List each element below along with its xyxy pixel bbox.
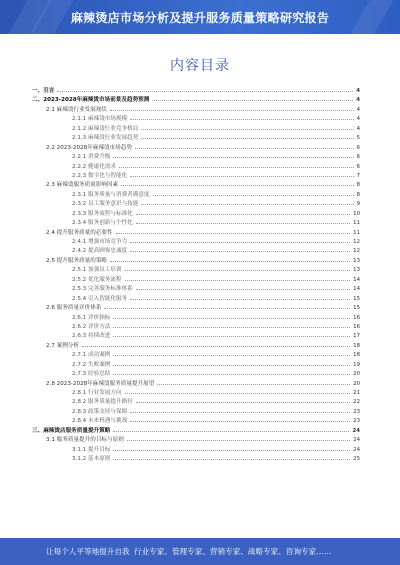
toc-leader-dots xyxy=(110,105,354,111)
toc-entry-title: 2.6.2 评价方法 xyxy=(72,323,111,330)
toc-entry-title: 二、2023-2028年麻辣烫市场前景及趋势预测 xyxy=(32,97,150,104)
toc-entry-page: 4 xyxy=(356,88,360,94)
toc-leader-dots xyxy=(104,303,350,309)
toc-entry-title: 2.1.1 麻辣烫市场规模 xyxy=(72,116,128,123)
toc-leader-dots xyxy=(130,294,350,300)
toc-entry-page: 19 xyxy=(353,361,360,368)
toc-entry-page: 18 xyxy=(353,352,360,359)
toc-entry-page: 17 xyxy=(353,333,360,340)
footer-experts: 行业专家、管理专家、营销专家、战略专家、咨询专家…… xyxy=(134,547,332,556)
toc-entry-page: 15 xyxy=(353,305,360,312)
toc-entry-page: 18 xyxy=(353,342,360,349)
toc-entry[interactable] xyxy=(32,162,360,171)
toc-entry-page: 6 xyxy=(356,144,360,151)
toc-entry[interactable] xyxy=(32,256,360,265)
toc-leader-dots xyxy=(130,114,353,120)
toc-entry[interactable] xyxy=(32,407,360,416)
toc-entry[interactable] xyxy=(32,294,360,303)
toc-entry[interactable] xyxy=(32,379,360,388)
toc-entry-title: 2.3.2 员工服务意识与技能 xyxy=(72,201,139,208)
toc-entry-page: 8 xyxy=(356,182,360,189)
toc-entry-title: 2.7 案例分析 xyxy=(46,342,80,349)
toc-entry-page: 9 xyxy=(356,201,360,208)
toc-entry[interactable] xyxy=(32,397,360,406)
toc-entry-page: 12 xyxy=(353,248,360,255)
toc-entry-page: 12 xyxy=(353,239,360,245)
toc-entry-title: 2.1.3 麻辣烫行业发展趋势 xyxy=(72,135,139,142)
toc-leader-dots xyxy=(110,256,350,262)
toc-entry-page: 25 xyxy=(353,456,360,463)
toc-leader-dots xyxy=(113,454,350,460)
toc-entry-page: 4 xyxy=(356,106,360,113)
footer-slogan: 让每个人平等地提升自我 xyxy=(46,547,130,556)
toc-entry[interactable] xyxy=(32,284,360,293)
toc-entry-title: 2.5.2 优化服务流程 xyxy=(72,276,122,283)
toc-entry-title: 2.8.1 行业发展方向 xyxy=(72,390,122,396)
report-title: 麻辣烫店市场分析及提升服务质量策略研究报告 xyxy=(70,11,330,25)
toc-leader-dots xyxy=(125,275,351,281)
toc-entry[interactable] xyxy=(32,369,360,378)
toc-entry[interactable] xyxy=(32,199,360,208)
toc-entry-page: 20 xyxy=(353,380,360,387)
toc-entry[interactable] xyxy=(32,275,360,284)
toc-entry-title: 2.2.3 数字化与智能化 xyxy=(72,172,128,179)
toc-entry[interactable] xyxy=(32,331,360,340)
toc-leader-dots xyxy=(113,331,350,337)
toc-leader-dots xyxy=(130,171,353,177)
toc-entry-page: 24 xyxy=(352,427,360,434)
toc-leader-dots xyxy=(135,143,354,149)
toc-entry-title: 2.8.3 政策支持与保障 xyxy=(72,408,128,415)
toc-entry-title: 2.3 麻辣烫服务质量影响因素 xyxy=(46,182,119,189)
toc-entry-page: 6 xyxy=(356,163,360,170)
toc-entry-title: 三、麻辣烫店服务质量提升策略 xyxy=(32,427,111,434)
toc-entry-title: 2.4.1 增强市场竞争力 xyxy=(72,239,128,245)
table-of-contents xyxy=(32,86,360,464)
toc-entry-title: 2.2.1 消费升级 xyxy=(72,154,111,161)
toc-entry-title: 2.6 服务质量评价体系 xyxy=(46,305,102,312)
toc-entry[interactable] xyxy=(32,350,360,359)
toc-leader-dots xyxy=(141,199,353,205)
toc-leader-dots xyxy=(130,407,350,413)
toc-entry-page: 16 xyxy=(353,314,360,321)
toc-entry-title: 2.5.3 完善服务标准体系 xyxy=(72,286,133,293)
toc-leader-dots xyxy=(121,180,353,186)
toc-entry-title: 一、引言 xyxy=(32,88,55,94)
toc-leader-dots xyxy=(113,369,350,375)
toc-entry-page: 16 xyxy=(353,323,360,330)
toc-leader-dots xyxy=(136,209,350,215)
toc-entry-title: 2.5.1 加强员工培训 xyxy=(72,267,122,274)
toc-leader-dots xyxy=(119,162,354,168)
toc-leader-dots xyxy=(125,388,351,394)
toc-leader-dots xyxy=(116,228,351,234)
toc-entry[interactable] xyxy=(32,388,360,397)
toc-entry[interactable] xyxy=(32,171,360,180)
toc-entry-title: 2.3.1 服务质量与消费者满意度 xyxy=(72,191,150,198)
toc-entry-page: 24 xyxy=(353,437,360,444)
toc-leader-dots xyxy=(113,322,350,328)
toc-entry-title: 3.1.2 基本原则 xyxy=(72,456,111,463)
toc-entry-page: 4 xyxy=(356,116,360,123)
toc-entry-title: 2.6.1 评价指标 xyxy=(72,314,111,321)
toc-entry-page: 23 xyxy=(353,418,360,425)
toc-entry[interactable] xyxy=(32,95,360,104)
toc-entry-page: 24 xyxy=(353,446,360,453)
toc-entry-title: 2.8 2023-2028年麻辣烫服务质量提升展望 xyxy=(46,380,155,387)
toc-entry[interactable] xyxy=(32,313,360,322)
toc-entry-page: 13 xyxy=(353,257,360,264)
toc-entry-title: 2.2 2023-2028年麻辣烫市场趋势 xyxy=(46,144,132,151)
toc-entry[interactable] xyxy=(32,218,360,227)
toc-entry-title: 2.7.3 经验总结 xyxy=(72,371,111,378)
toc-entry[interactable] xyxy=(32,228,360,237)
toc-entry-title: 3.1.1 提升目标 xyxy=(72,446,111,453)
toc-leader-dots xyxy=(136,284,350,290)
toc-leader-dots xyxy=(113,445,350,451)
toc-entry-page: 21 xyxy=(353,390,360,396)
toc-leader-dots xyxy=(130,246,350,252)
toc-entry[interactable] xyxy=(32,133,360,142)
toc-entry[interactable] xyxy=(32,246,360,255)
toc-leader-dots xyxy=(113,350,350,356)
toc-leader-dots xyxy=(141,124,353,130)
toc-leader-dots xyxy=(136,218,350,224)
toc-entry-title: 3.1 服务质量提升的目标与原则 xyxy=(46,437,124,444)
toc-entry[interactable] xyxy=(32,237,360,246)
toc-leader-dots xyxy=(113,426,349,432)
toc-entry[interactable] xyxy=(32,322,360,331)
toc-leader-dots xyxy=(152,95,353,101)
toc-leader-dots xyxy=(113,360,350,366)
toc-entry[interactable] xyxy=(32,152,360,161)
toc-entry[interactable] xyxy=(32,209,360,218)
toc-entry-page: 6 xyxy=(356,154,360,161)
toc-entry-title: 2.8.2 服务质量提升路径 xyxy=(72,399,133,406)
toc-entry-title: 2.4 提升服务质量的必要性 xyxy=(46,229,113,236)
header-banner xyxy=(0,0,400,34)
toc-entry-page: 22 xyxy=(353,399,360,406)
toc-entry-page: 8 xyxy=(356,191,360,198)
toc-heading: 内容目录 xyxy=(170,58,230,74)
toc-entry-title: 2.1 麻辣烫行业发展现状 xyxy=(46,106,108,113)
toc-entry[interactable] xyxy=(32,435,360,444)
toc-entry[interactable] xyxy=(32,454,360,463)
toc-leader-dots xyxy=(127,435,350,441)
toc-entry-title: 2.1.2 麻辣烫行业竞争格局 xyxy=(72,125,139,132)
toc-entry-page: 5 xyxy=(356,135,360,142)
toc-entry-page: 4 xyxy=(356,97,360,104)
toc-entry-page: 11 xyxy=(353,220,360,227)
toc-entry-page: 4 xyxy=(356,125,360,132)
toc-entry[interactable] xyxy=(32,143,360,152)
toc-leader-dots xyxy=(157,379,350,385)
toc-entry[interactable] xyxy=(32,124,360,133)
toc-leader-dots xyxy=(125,265,351,271)
toc-leader-dots xyxy=(113,313,350,319)
toc-entry-title: 2.4.2 提高顾客忠诚度 xyxy=(72,248,128,255)
toc-leader-dots xyxy=(141,133,353,139)
toc-entry[interactable] xyxy=(32,445,360,454)
toc-entry-title: 2.2.2 健康化需求 xyxy=(72,163,116,170)
toc-entry-title: 2.7.2 失败案例 xyxy=(72,361,111,368)
toc-entry-title: 2.5 提升服务质量的策略 xyxy=(46,257,108,264)
toc-entry[interactable] xyxy=(32,416,360,425)
toc-leader-dots xyxy=(130,237,350,243)
toc-entry-title: 2.6.3 持续改进 xyxy=(72,333,111,340)
toc-entry[interactable] xyxy=(32,114,360,123)
toc-entry-page: 13 xyxy=(353,267,360,274)
toc-entry-page: 11 xyxy=(353,229,360,236)
toc-leader-dots xyxy=(136,397,350,403)
toc-entry-page: 10 xyxy=(353,210,360,217)
toc-entry-page: 15 xyxy=(353,295,360,302)
toc-entry-title: 2.3.3 服务流程与标准化 xyxy=(72,210,133,217)
toc-leader-dots xyxy=(57,86,353,92)
toc-entry-page: 23 xyxy=(353,408,360,415)
toc-entry[interactable] xyxy=(32,190,360,199)
toc-entry-title: 2.5.4 引入智能化服务 xyxy=(72,295,128,302)
footer-banner xyxy=(0,538,400,565)
toc-entry-title: 2.8.4 未来机遇与挑战 xyxy=(72,418,128,425)
toc-leader-dots xyxy=(153,190,354,196)
toc-entry-page: 14 xyxy=(353,286,360,293)
toc-entry-title: 2.7.1 成功案例 xyxy=(72,352,111,359)
toc-entry-page: 7 xyxy=(356,172,360,179)
toc-entry-title: 2.3.4 服务创新与个性化 xyxy=(72,220,133,227)
toc-entry[interactable] xyxy=(32,105,360,114)
toc-entry-page: 20 xyxy=(353,371,360,378)
toc-leader-dots xyxy=(82,341,350,347)
toc-entry[interactable] xyxy=(32,86,360,95)
toc-entry-page: 14 xyxy=(353,276,360,283)
toc-entry[interactable] xyxy=(32,426,360,435)
toc-entry[interactable] xyxy=(32,360,360,369)
toc-entry[interactable] xyxy=(32,341,360,350)
toc-entry[interactable] xyxy=(32,180,360,189)
toc-leader-dots xyxy=(113,152,353,158)
toc-entry[interactable] xyxy=(32,303,360,312)
toc-leader-dots xyxy=(130,416,350,422)
toc-entry[interactable] xyxy=(32,265,360,274)
